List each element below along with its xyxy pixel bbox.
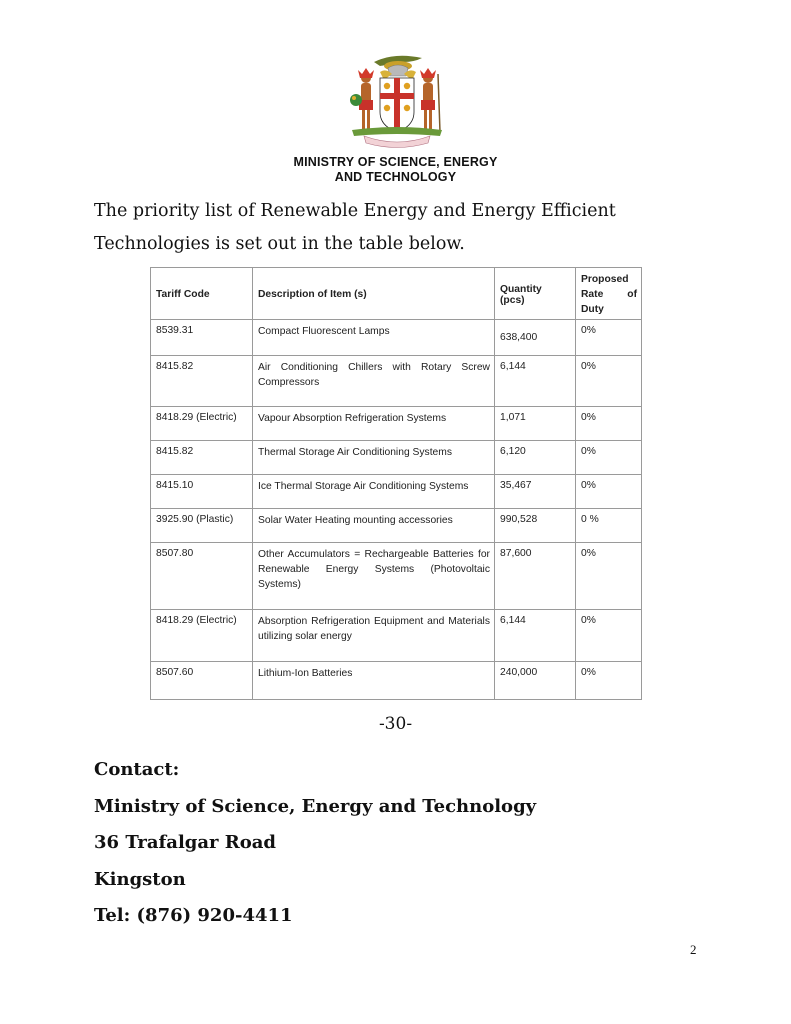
cell-description: Compact Fluorescent Lamps xyxy=(253,320,495,356)
cell-rate: 0% xyxy=(576,356,642,407)
header-description: Description of Item (s) xyxy=(253,268,495,320)
header-quantity: Quantity (pcs) xyxy=(495,268,576,320)
priority-table-container xyxy=(150,267,641,699)
cell-quantity: 6,120 xyxy=(495,441,576,475)
cell-tariff: 8507.60 xyxy=(151,662,253,700)
priority-table xyxy=(150,267,642,700)
table-row xyxy=(151,662,642,700)
header-proposed-rate: Proposed Rate of Duty xyxy=(576,268,642,320)
cell-description: Air Conditioning Chillers with Rotary Screw Compressors xyxy=(253,356,495,407)
intro-paragraph xyxy=(94,195,698,261)
cell-rate: 0% xyxy=(576,320,642,356)
cell-tariff: 8415.82 xyxy=(151,441,253,475)
cell-tariff: 8507.80 xyxy=(151,543,253,610)
contact-label: Contact: xyxy=(94,759,180,780)
cell-rate: 0% xyxy=(576,543,642,610)
cell-rate: 0% xyxy=(576,475,642,509)
cell-quantity: 6,144 xyxy=(495,356,576,407)
ministry-header xyxy=(0,155,791,185)
cell-description: Other Accumulators = Rechargeable Batteries for Renewable Energy Systems (Photovoltaic Systems) xyxy=(253,543,495,610)
intro-line2: Technologies is set out in the table below. xyxy=(94,234,465,254)
cell-description: Ice Thermal Storage Air Conditioning Systems xyxy=(253,475,495,509)
page-number: 2 xyxy=(690,942,697,957)
table-row xyxy=(151,441,642,475)
table-row xyxy=(151,509,642,543)
cell-description: Lithium-Ion Batteries xyxy=(253,662,495,700)
cell-rate: 0% xyxy=(576,441,642,475)
cell-tariff: 3925.90 (Plastic) xyxy=(151,509,253,543)
cell-rate: 0 % xyxy=(576,509,642,543)
cell-tariff: 8418.29 (Electric) xyxy=(151,610,253,662)
page-end-mark: -30- xyxy=(378,714,413,734)
cell-quantity: 240,000 xyxy=(495,662,576,700)
cell-tariff: 8415.10 xyxy=(151,475,253,509)
coat-of-arms-icon xyxy=(344,48,450,150)
contact-organization: Ministry of Science, Energy and Technology xyxy=(94,795,537,817)
cell-tariff: 8418.29 (Electric) xyxy=(151,407,253,441)
cell-description: Solar Water Heating mounting accessories xyxy=(253,509,495,543)
cell-rate: 0% xyxy=(576,662,642,700)
contact-telephone: Tel: (876) 920-4411 xyxy=(94,905,293,926)
ministry-title-line1: MINISTRY OF SCIENCE, ENERGY xyxy=(293,155,498,169)
table-row xyxy=(151,543,642,610)
contact-address: 36 Trafalgar Road xyxy=(94,832,277,853)
table-row xyxy=(151,320,642,356)
table-row xyxy=(151,475,642,509)
cell-rate: 0% xyxy=(576,407,642,441)
cell-tariff: 8539.31 xyxy=(151,320,253,356)
contact-block xyxy=(94,752,536,935)
intro-line1: The priority list of Renewable Energy and Energy Efficient xyxy=(94,201,616,221)
cell-quantity: 1,071 xyxy=(495,407,576,441)
cell-description: Absorption Refrigeration Equipment and Materials utilizing solar energy xyxy=(253,610,495,662)
cell-description: Thermal Storage Air Conditioning Systems xyxy=(253,441,495,475)
cell-quantity: 6,144 xyxy=(495,610,576,662)
cell-quantity: 638,400 xyxy=(495,320,576,356)
cell-quantity: 990,528 xyxy=(495,509,576,543)
table-row xyxy=(151,356,642,407)
header-tariff-code: Tariff Code xyxy=(151,268,253,320)
cell-quantity: 35,467 xyxy=(495,475,576,509)
table-header-row xyxy=(151,268,642,320)
cell-rate: 0% xyxy=(576,610,642,662)
cell-quantity: 87,600 xyxy=(495,543,576,610)
contact-city: Kingston xyxy=(94,868,186,890)
ministry-title-line2: AND TECHNOLOGY xyxy=(334,170,457,184)
cell-tariff: 8415.82 xyxy=(151,356,253,407)
table-row xyxy=(151,407,642,441)
table-row xyxy=(151,610,642,662)
cell-description: Vapour Absorption Refrigeration Systems xyxy=(253,407,495,441)
